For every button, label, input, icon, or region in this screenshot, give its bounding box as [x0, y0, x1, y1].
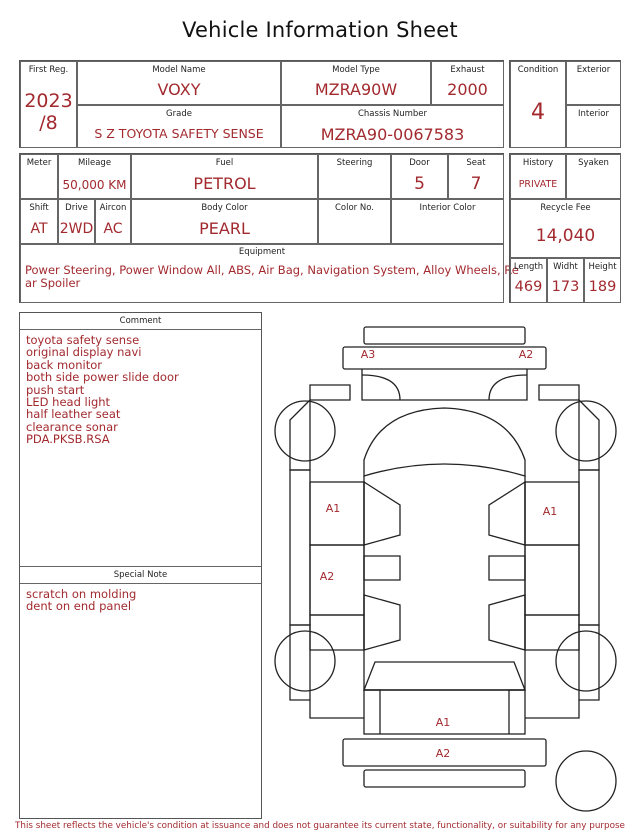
interior-label: Interior: [577, 109, 609, 119]
left-rear-window-part: [364, 595, 400, 650]
left-headlight-part: [362, 375, 400, 400]
right-headlight-part: [489, 375, 527, 400]
shift-value: AT: [30, 221, 48, 237]
comment-line: original display navi: [26, 345, 142, 360]
drive-value: 2WD: [59, 221, 94, 237]
body-color-label: Body Color: [201, 203, 248, 213]
damage-mark-left-front-door: A1: [325, 502, 341, 515]
roof-part: [364, 476, 525, 690]
model-type-value: MZRA90W: [314, 80, 398, 99]
door-label: Door: [409, 158, 430, 168]
length-label: Length: [513, 262, 544, 272]
recycle-fee-label: Recycle Fee: [540, 203, 591, 213]
door-value: 5: [414, 174, 425, 194]
front-bumper-part: [364, 327, 525, 344]
comment-line: push start: [26, 382, 85, 397]
grade-label: Grade: [166, 109, 192, 119]
condition-value: 4: [531, 100, 545, 125]
mileage-label: Mileage: [77, 158, 112, 168]
steering-label: Steering: [336, 158, 373, 168]
comment-line: LED head light: [26, 395, 111, 410]
right-front-fender-part: [539, 385, 579, 400]
fuel-label: Fuel: [215, 158, 234, 168]
first-reg-label: First Reg.: [28, 65, 69, 75]
exterior-label: Exterior: [576, 65, 611, 75]
left-quarter-part: [310, 615, 364, 650]
left-front-fender-part: [310, 385, 350, 400]
first-reg-year: 2023: [24, 90, 73, 112]
body-color-value: PEARL: [199, 219, 250, 238]
grade-value: S Z TOYOTA SAFETY SENSE: [94, 126, 264, 141]
damage-mark-left-rear-door: A2: [319, 570, 335, 583]
damage-mark-rear-bumper: A2: [435, 747, 451, 760]
seat-label: Seat: [466, 158, 486, 168]
left-rocker-part: [290, 470, 310, 625]
model-name-label: Model Name: [152, 65, 206, 75]
comment-line: both side power slide door: [26, 370, 179, 385]
special-note-label: Special Note: [113, 570, 168, 580]
equipment-line-1: Power Steering, Power Window All, ABS, Air Bag, Navigation System, Alloy Wheels, Re: [25, 263, 519, 277]
left-side-outline: [290, 400, 310, 470]
comment-line: clearance sonar: [26, 419, 118, 434]
syaken-label: Syaken: [578, 158, 609, 168]
right-taillight-part: [509, 690, 525, 734]
height-label: Height: [588, 262, 617, 272]
right-rear-wheel: [556, 631, 616, 691]
recycle-fee-value: 14,040: [535, 226, 596, 246]
chassis-label: Chassis Number: [357, 109, 428, 119]
interior-color-label: Interior Color: [419, 203, 476, 213]
right-mid-window-part: [489, 556, 525, 580]
comment-line: toyota safety sense: [26, 333, 140, 347]
width-label: Widht: [553, 262, 578, 272]
history-label: History: [522, 158, 554, 168]
rear-side-right: [525, 700, 579, 718]
right-quarter-part: [525, 615, 579, 650]
right-rear-window-part: [489, 595, 525, 650]
aircon-label: Aircon: [99, 203, 127, 213]
rear-window-part: [364, 662, 525, 690]
width-value: 173: [551, 279, 580, 295]
special-note-line: scratch on molding: [26, 587, 137, 601]
spare-wheel: [556, 751, 616, 811]
right-front-wheel: [556, 401, 616, 461]
shift-label: Shift: [29, 203, 49, 213]
left-taillight-part: [364, 690, 380, 734]
equipment-line-2: ar Spoiler: [25, 276, 81, 290]
mileage-value: 50,000 KM: [62, 178, 127, 192]
right-front-window-part: [489, 482, 525, 545]
special-note-line: dent on end panel: [26, 599, 132, 614]
comment-line: PDA.PKSB.RSA: [26, 432, 110, 447]
left-rear-wheel: [275, 631, 335, 691]
height-value: 189: [588, 279, 617, 295]
fuel-value: PETROL: [193, 174, 256, 193]
left-front-wheel: [275, 401, 335, 461]
aircon-value: AC: [103, 221, 123, 237]
windshield-part: [364, 408, 525, 476]
length-value: 469: [514, 279, 543, 295]
equipment-label: Equipment: [238, 247, 286, 257]
comment-label: Comment: [119, 316, 162, 326]
model-type-label: Model Type: [332, 65, 380, 75]
chassis-value: MZRA90-0067583: [320, 125, 465, 144]
exhaust-value: 2000: [447, 80, 488, 99]
comment-line: back monitor: [26, 357, 102, 372]
left-mid-window-part: [364, 556, 400, 580]
damage-mark-rear-hatch: A1: [435, 716, 451, 729]
disclaimer-footer: This sheet reflects the vehicle's condition at issuance and does not guarantee its current state, functionality, or suitability for any purpose: [15, 821, 625, 831]
history-value: PRIVATE: [518, 179, 558, 190]
left-rear-door-part: [310, 545, 364, 615]
right-rocker-part: [579, 470, 599, 625]
drive-label: Drive: [65, 203, 88, 213]
hood-part: [362, 369, 527, 400]
page-title: Vehicle Information Sheet: [182, 18, 458, 42]
comment-line: half leather seat: [26, 407, 121, 422]
damage-mark-right-front-door: A1: [542, 505, 558, 518]
condition-label: Condition: [517, 65, 559, 75]
color-no-label: Color No.: [334, 203, 374, 213]
exhaust-label: Exhaust: [450, 65, 485, 75]
rear-side-left: [310, 700, 364, 718]
meter-label: Meter: [26, 158, 52, 168]
first-reg-month: /8: [39, 112, 58, 134]
damage-mark-front-right: A2: [518, 348, 534, 361]
model-name-value: VOXY: [157, 80, 201, 99]
left-front-window-part: [364, 482, 400, 545]
damage-mark-front-left: A3: [360, 348, 376, 361]
right-rear-door-part: [525, 545, 579, 615]
seat-value: 7: [470, 174, 482, 194]
rear-end-part: [364, 770, 525, 787]
